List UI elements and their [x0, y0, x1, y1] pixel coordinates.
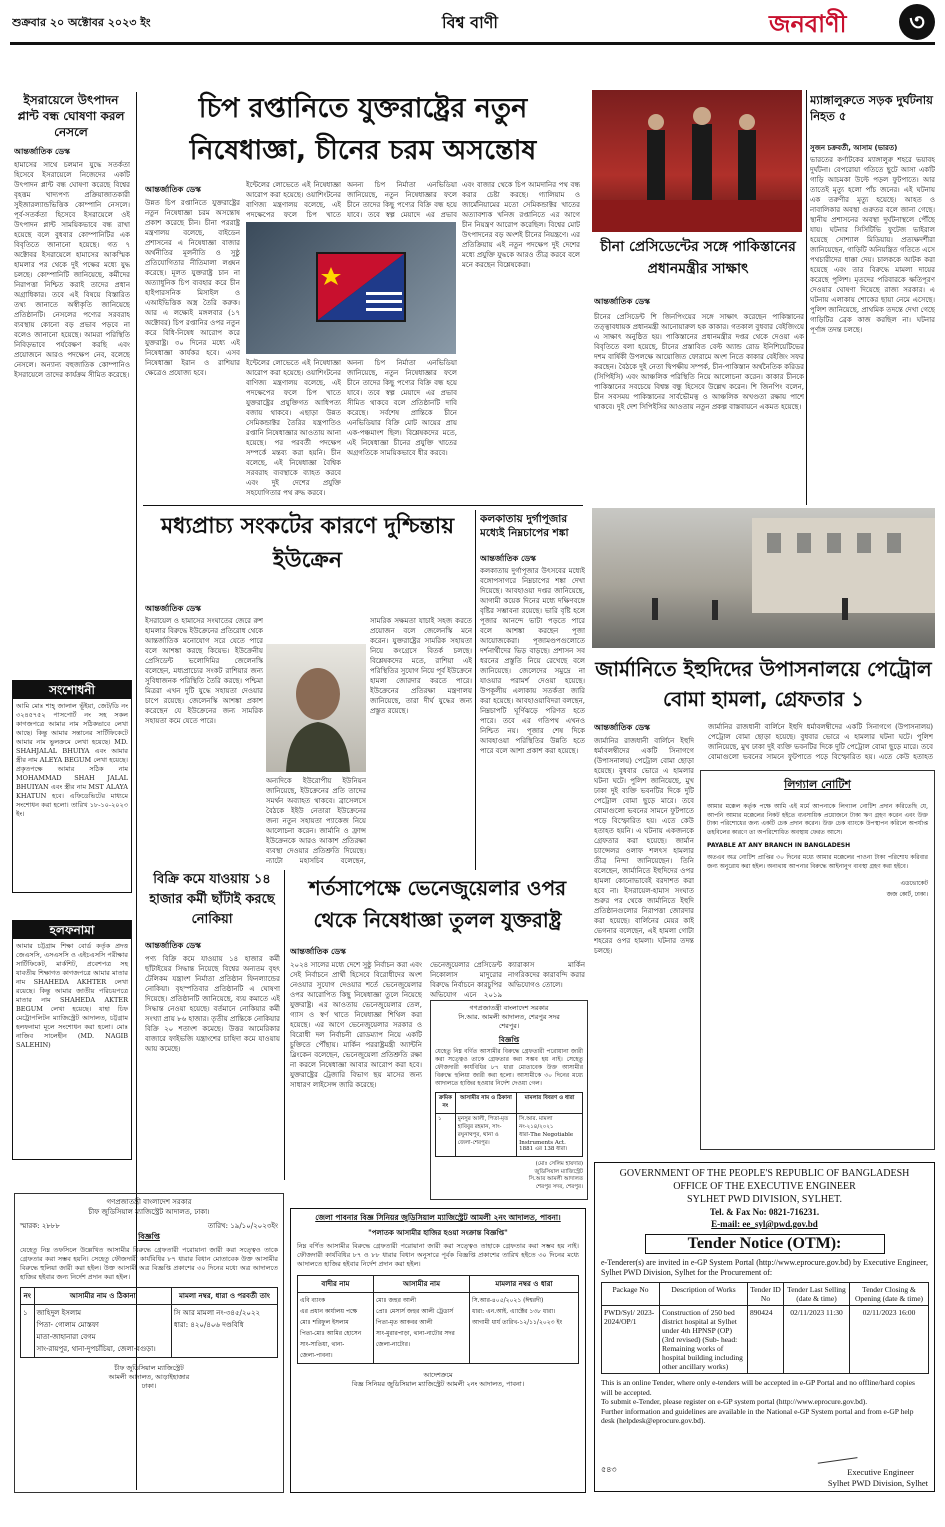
affidavit-box — [12, 920, 132, 1160]
table-cell: সি আর মামলা নং-৩৪৫/২০২২ ধারা: ৪২০/৪০৬ দণ্ডবিধি — [171, 1305, 277, 1358]
court-sherpur-sign: (মোঃ সেলিম হায়দার) জুডিসিয়াল ম্যাজিস্ট্রেট সি.আর আমলী আদালত শেরপুর সদর, শেরপুর। — [528, 1161, 583, 1190]
col-header: আসামীর নাম ও ঠিকানা — [455, 1093, 516, 1114]
tender-email: E-mail: ee_syl@pwd.gov.bd — [711, 1219, 818, 1229]
tender-foot-3: Further information and guidelines are available in the National e-GP System portal and from e-GP help desk (helpdesk@eprocure.gov.bd). — [601, 1406, 914, 1425]
mangaluru-headline: ম্যাঙ্গালুরুতে সড়ক দুর্ঘটনায় নিহত ৫ — [810, 93, 933, 123]
correction-body: আমি মোঃ শাহ্ জালাল ভূঁইয়া, জেট/ডি নং ৩২৪৫৭৫২ পাসপোর্ট নং সহ সকল কাগজপত্রে আমার নাম সঠিকভাবে লেখা আছে। কিন্তু আমার সন্তানের সার্টিফিকেটে আমার নাম ভুলক্রমে লেখা হয়েছে। MD. SHAHJALAL BHUIYA এবং আমার স্ত্রীর নাম ALEYA BEGUM লেখা হয়েছে। প্রকৃতপক্ষে আমার সঠিক নাম MOHAMMAD SHAH JALAL BHUIYAN এবং স্ত্রীর নাম MST ALAYA KHATUN হবে। এফিডেভিটের মাধ্যমে সংশোধন করা হলো। তারিখ ১৮-১০-২০২৩ ইং। — [16, 702, 128, 818]
legal-notice-note: অতএব অত্র নোটিশ প্রাপ্তির ৩০ দিনের মধ্যে আমার মক্কেলের পাওনা টাকা পরিশোধ করিবার জন্য অনুরোধ করা হইল। অন্যথায় আপনার বিরুদ্ধে আইনানুগ ব্যবস্থা গ্রহণ করা হইবে। — [707, 854, 928, 870]
table-cell: মোঃ জহুর আলী প্রোঃ মেসার্স জহুর আলী ট্রেডার্স পিতা-মৃত আকবর আলী সাং-মুরারপাড়া, থানা-নাটোর সদর জেলা-নাটোর। — [373, 1293, 469, 1364]
chip-col2-cont: ইন্টেলের লোভেতে এই নিষেধাজ্ঞা আরোপ করা হয়েছে। ওয়াশিংটনের বাণিজ্য মন্ত্রণালয় বলেছে, এই পদক্ষেপের ফলে চিপ খাতে যুক্তরাষ্ট্রের প্রযুক্তিগত আধিপত্য বজায় থাকবে। এছাড়া উন্নত সেমিকন্ডাক্টর তৈরির যন্ত্রপাতিও রপ্তানি নিষেধাজ্ঞার আওতায় আনা হয়েছে। পর পরবর্তী পদক্ষেপ সম্পর্কে মন্তব্য করা হয়নি। চীন বলেছে, এই নিষেধাজ্ঞা বৈশ্বিক সরবরাহ ব্যবস্থাকে ব্যাহত করবে এবং দুই দেশের প্রযুক্তি সহযোগিতার পথ রুদ্ধ করবে। — [246, 359, 341, 497]
col-header: বাদীর নাম — [298, 1276, 374, 1293]
tender-table — [601, 1282, 929, 1374]
col-header: মামলার বিবরণ ও ধারা — [517, 1093, 583, 1114]
chip-col2: ইন্টেলের লোভেতে এই নিষেধাজ্ঞা আরোপ করা হয়েছে। ওয়াশিংটনের বাণিজ্য মন্ত্রণালয় বলেছে, এই পদক্ষেপের ফলে চিপ খাতে — [246, 181, 341, 219]
venezuela-col1: ২০২৪ সালের মধ্যে দেশে সুষ্ঠু নির্বাচন করা এবং সেই নির্বাচনে প্রার্থী হিসেবে বিরোধীদের অংশ নেওয়ার সুযোগ দেওয়ার শর্তে ভেনেজুয়েলার ওপর আরোপিত কিছু নিষেধাজ্ঞা তুলে নিয়েছে যুক্তরাষ্ট্র। এর আওতায় ভেনেজুয়েলার তেল, গ্যাস ও স্বর্ণ খাতে নিষেধাজ্ঞা শিথিল করা হয়েছে। এর আগে ভেনেজুয়েলার সরকার ও বিরোধী দল নির্বাচনী রোডম্যাপ নিয়ে একটি চুক্তিতে পৌঁছায়। মার্কিন পররাষ্ট্রমন্ত্রী অ্যান্টনি ব্লিংকেন বলেছেন, ভেনেজুয়েলা প্রতিশ্রুতি রক্ষা না করলে নিষেধাজ্ঞা আবার আরোপ করা হবে। যুক্তরাষ্ট্রের ট্রেজারি বিভাগ ছয় মাসের জন্য সাধারণ লাইসেন্স জারি করেছে। — [290, 961, 422, 1089]
table-cell: জাহিদুল ইসলাম পিতা- গোলাম মোস্তফা মাতা-জাহানারা বেগম সাং-রায়পুর, থানা-দুপচাঁচিয়া, জেলা-বগুড়া। — [34, 1305, 171, 1358]
legal-notice-sign: এডভোকেট জজ কোর্ট, ঢাকা। — [886, 880, 928, 898]
nestle-kicker: আন্তর্জাতিক ডেস্ক — [14, 147, 70, 156]
court-pabna-header: জেলা পাবনার বিজ্ঞ সিনিয়র জুডিসিয়াল ম্যাজিস্ট্রেট আমলী ২নং আদালত, পাবনা। — [315, 1213, 561, 1222]
logo-text: জনবাণী — [769, 10, 847, 38]
germany-body: জার্মানির রাজধানী বার্লিনে ইহুদি ধর্মাবলম্বীদের একটি সিনাগগে (উপাসনালয়) পেট্রোল বোমা ছোড়া হয়েছে। বুধবার ভোরে এ হামলার ঘটনা ঘটে। পুলিশ জানিয়েছে, মুখ ঢাকা দুই ব্যক্তি ভবনটির দিকে দুটি পেট্রোল বোমা ছুড়ে মারে। তবে বোমাগুলো ভবনের সামনে ফুটপাতে পড়ে বিস্ফোরিত হয়। এতে কেউ হতাহত হয়নি। এ ঘটনায় একজনকে গ্রেফতার করা হয়েছে। জার্মান চ্যান্সেলর ওলাফ শলৎস হামলার তীব্র নিন্দা জানিয়েছেন। তিনি বলেছেন, জার্মানিতে ইহুদিদের ওপর হামলা কোনোভাবেই বরদাশত করা হবে না। ইসরায়েল-হামাস সংঘাত শুরুর পর থেকে জার্মানিতে ইহুদি প্রতিষ্ঠানগুলোর নিরাপত্তা জোরদার করা হয়েছে। বার্লিনের মেয়র কাই ভেগনার বলেছেন, এই হামলা গোটা শহরের ওপর হামলা। ঘটনার তদন্ত চলছে। — [594, 737, 694, 955]
tender-title: Tender Notice (OTM): — [645, 1234, 885, 1254]
tender-ref: ৫৪৩ — [601, 1465, 617, 1474]
legal-notice-box — [700, 770, 935, 1150]
berlin-street-photo — [592, 508, 935, 648]
page-number: ৩ — [899, 4, 935, 40]
tender-signature-mark — [816, 1448, 857, 1463]
col-header: মামলা নম্বর, ধারা ও পরবর্তী তাং — [171, 1288, 277, 1305]
col-header: Tender Closing & Opening (date & time) — [850, 1283, 929, 1306]
pakistan-body: চীনের প্রেসিডেন্ট শি জিনপিংয়ের সঙ্গে সাক্ষাৎ করেছেন পাকিস্তানের তত্ত্বাবধায়ক প্রধানমন্ত্রী আনোয়ারুল হক কাকার। গতকাল বুধবার বেইজিংয়ে এ সাক্ষাৎ অনুষ্ঠিত হয়। পাকিস্তানের প্রধানমন্ত্রীর দপ্তর থেকে দেওয়া এক বিবৃতিতে বলা হয়েছে, চীনের প্রস্তাবিত বেল্ট অ্যান্ড রোড ইনিশিয়েটিভের দশম বার্ষিকী উপলক্ষে আয়োজিত ফোরামে অংশ নিতে কাকার বেইজিং সফর করছেন। বৈঠকে দুই নেতা দ্বিপক্ষীয় সম্পর্ক, চীন-পাকিস্তান অর্থনৈতিক করিডর (সিপিইসি) এবং আঞ্চলিক পরিস্থিতি নিয়ে আলোচনা করেন। কাকার চীনকে পাকিস্তানের সবচেয়ে বিশ্বস্ত বন্ধু হিসেবে উল্লেখ করেন। শি জিনপিং বলেন, চীন সবসময় পাকিস্তানের সার্বভৌমত্ব ও আঞ্চলিক অখণ্ডতা রক্ষায় পাশে থাকবে। দুই দেশ সিপিইসির আওতায় নতুন প্রকল্প বাস্তবায়নে একমত হয়েছে। — [594, 313, 804, 411]
table-cell: সি.আর-৪০৫/২০২১ (ঈশ্বরদী) ধারা: এন.আই. এ্যাক্টের ১৩৮ ধারা। আগামী ধার্য তারিখ-১২/১১/২০২৩ ইং — [470, 1293, 579, 1364]
court-sherpur-title: বিজ্ঞপ্তি — [498, 1035, 520, 1044]
court-pabna-body: নিম্ন বর্ণিত আসামীর বিরুদ্ধে গ্রেফতারী পরোয়ানা জারী করা সত্ত্বেও তাহাকে গ্রেফতার করা সম্ভব হয় নাই। ফৌজদারী কার্যবিধির ৮৭ ও ৮৮ ধারার বিধান অনুসারে পূর্বক বিজ্ঞপ্তি প্রকাশের তারিখ হইতে ৩০ দিনের মধ্যে আদালতে হাজির হইবার নির্দেশ প্রদান করা হইল। — [297, 1242, 579, 1268]
affidavit-title: হলফনামা — [13, 921, 131, 939]
germany-headline: জার্মানিতে ইহুদিদের উপাসনালয়ে পেট্রোল বোমা হামলা, গ্রেফতার ১ — [595, 657, 932, 711]
chip-bottom-rule — [143, 505, 583, 506]
chip-headline: চিপ রপ্তানিতে যুক্তরাষ্ট্রের নতুন নিষেধাজ্ঞা, চীনের চরম অসন্তোষ — [189, 93, 537, 166]
ukraine-kicker: আন্তর্জাতিক ডেস্ক — [145, 604, 201, 613]
tender-intro: e-Tenderer(s) are invited in e-GP System Portal (http://www.eprocure.gov.bd) by Executive Engineer, Sylhet PWD Division, Sylhet for the Procurement of: — [601, 1258, 928, 1277]
tender-tel: Tel. & Fax No: 0821-716231. — [709, 1207, 820, 1217]
court-sherpur-header: গণপ্রজাতন্ত্রী বাংলাদেশ সরকার সি.আর. আমলী আদালত, শেরপুর সদর শেরপুর। — [458, 1004, 560, 1030]
nestle-body: হামাসের সাথে চলমান যুদ্ধে সতর্কতা হিসেবে ইসরায়েলে নিজেদের একটি উৎপাদন প্লান্ট বন্ধ ঘোষণা করেছে বিশ্বের বৃহত্তম খাদ্যপণ্য প্রক্রিয়াজাতকারী সুইজারল্যান্ডভিত্তিক কোম্পানি নেসলে। পূর্ব-সতর্কতা হিসেবে ইসরায়েলে ওই উৎপাদন প্লান্ট সাময়িকভাবে বন্ধ রাখা হয়েছে বলে বুধবার কোম্পানিটির এক বিবৃতিতে জানানো হয়েছে। গত ৭ অক্টোবর ইসরায়েলে হামাসের আকস্মিক হামলার পর থেকে দুই পক্ষের মধ্যে যুদ্ধ চলছে। কোম্পানিটি জানিয়েছে, কর্মীদের নিরাপত্তা নিশ্চিত করাই তাদের প্রধান অগ্রাধিকার। তবে এই বিষয়ে বিস্তারিত তথ্য জানাতে অস্বীকৃতি জানিয়েছে প্রতিষ্ঠানটি। নেসলের পণ্যের সরবরাহ ব্যবস্থায় কোনো বড় প্রভাব পড়বে না বলেও জানানো হয়েছে। আমরা পরিস্থিতি নিবিড়ভাবে পর্যবেক্ষণ করছি এবং প্রয়োজনে আরও পদক্ষেপ নেব, বলেছে নেসলে। অন্যান্য বহুজাতিক কোম্পানিও ইসরায়েলে তাদের কার্যক্রম সীমিত করেছে। — [14, 161, 130, 379]
nokia-body: পণ্য বিক্রি কমে যাওয়ায় ১৪ হাজার কর্মী ছাঁটাইয়ের সিদ্ধান্ত নিয়েছে বিশ্বের অন্যতম বৃহৎ টেলিকম যন্ত্রাংশ নির্মাতা প্রতিষ্ঠান ফিনল্যান্ডের নোকিয়া। বৃহস্পতিবার প্রতিষ্ঠানটি এ ঘোষণা দিয়েছে। প্রতিষ্ঠানটি জানিয়েছে, ব্যয় কমাতে এই সিদ্ধান্ত নেওয়া হয়েছে। বর্তমানে নোকিয়ার কর্মী সংখ্যা প্রায় ৮৬ হাজার। তৃতীয় প্রান্তিকে নোকিয়ার বিক্রি ২০ শতাংশ কমেছে। উত্তর আমেরিকার বাজারে ফাইভজি যন্ত্রাংশের চাহিদা কমে যাওয়ায় আয় কমেছে। — [145, 955, 280, 1053]
court-pabna-sign: আদেশক্রমে বিজ্ঞ সিনিয়র জুডিসিয়াল ম্যাজিস্ট্রেট আমলী ২নং আদালত, পাবনা। — [351, 1371, 525, 1388]
table-cell: মুনসুর আলী, পিতা-মৃত হাবিবুর রহমান, সাং-রঘুনাথপুর, থানা ও জেলা-শেরপুর। — [455, 1114, 516, 1157]
court-dhaka-body: যেহেতু নিম্ন তফসিলে উল্লেখিত আসামীর বিরুদ্ধে গ্রেফতারী পরোয়ানা জারী করা সত্ত্বেও তাকে গ্রেফতার করা সম্ভব হয়নি। সেহেতু ফৌজদারী কার্যবিধির ৮৭ ধারার বিধান মোতাবেক উক্ত আসামীর বিরুদ্ধে হুলিয়া জারী করা হইল। উক্ত আসামী অত্র বিজ্ঞপ্তি প্রকাশের ৩০ দিনের মধ্যে অত্র আদালতে হাজির হইবার জন্য নির্দেশ প্রদান করা হইল। — [20, 1246, 278, 1281]
court-sherpur-table — [435, 1092, 583, 1157]
pakistan-kicker: আন্তর্জাতিক ডেস্ক — [594, 297, 650, 306]
ukraine-headline: মধ্যপ্রাচ্য সংকটের কারণে দুশ্চিন্তায় ইউক্রেন — [160, 514, 455, 573]
nokia-headline: বিক্রি কমে যাওয়ায় ১৪ হাজার কর্মী ছাঁটাই করছে নোকিয়া — [149, 872, 275, 927]
col-header: আসামীর নাম ও ঠিকানা — [34, 1288, 171, 1305]
table-cell: Construction of 250 bed district hospital at Sylhet under 4th HPNSP (OP) (3rd revised) (Sub- head: Remaining works of hospital building including other ancillary works) — [660, 1306, 748, 1374]
chip-col4: এবং বাজার থেকে চিপ আমদানির পথ বন্ধ করার চেষ্টা করছে। গ্যালিয়াম ও জার্মেনিয়ামের মতো সেমিকন্ডাক্টর খাতের অত্যাবশ্যক খনিজ রপ্তানিতে এর আগে চীন নিয়ন্ত্রণ আরোপ করেছিল। বিশ্বের মোট উৎপাদনের বড় অংশই চীনের নিয়ন্ত্রণে। এর প্রতিক্রিয়ায় এই নতুন পদক্ষেপ দুই দেশের মধ্যে প্রযুক্তি যুদ্ধকে আরও তীব্র করবে বলে মনে করছেন বিশ্লেষকেরা। — [462, 181, 580, 269]
tender-sign-1: Executive Engineer — [847, 1467, 914, 1477]
kolkata-headline: কলকাতায় দুর্গাপূজার মধ্যেই নিম্নচাপের শঙ্কা — [480, 513, 569, 539]
right-col-rule — [806, 90, 807, 505]
section-title: বিশ্ব বাণী — [442, 13, 498, 32]
chip-flags-photo — [246, 222, 456, 354]
court-dhaka-header: গণপ্রজাতন্ত্রী বাংলাদেশ সরকার চীফ জুডিসিয়াল ম্যাজিস্ট্রেট আদালত, ঢাকা। — [88, 1198, 210, 1216]
correction-box — [12, 680, 132, 893]
germany-kicker: আন্তর্জাতিক ডেস্ক — [594, 723, 650, 732]
table-cell: ১ — [436, 1114, 456, 1157]
legal-notice-body: আমার মক্কেল কর্তৃক পক্ষে আমি এই মর্মে আপনাকে লিগ্যাল নোটিশ প্রদান করিতেছি যে, আপনি আমার মক্কেলের নিকট হইতে ব্যবসায়িক প্রয়োজনে টাকা ঋণ গ্রহণ করেন এবং উক্ত টাকা পরিশোধের জন্য একটি চেক প্রদান করেন। উক্ত চেক ব্যাংকে উপস্থাপন করিলে অপর্যাপ্ত তহবিলের কারণে তা অপরিশোধিত অবস্থায় ফেরত আসে। — [707, 803, 928, 836]
venezuela-col3: ক্যারাকাস মার্কিন নাগরিকদের কারাবন্দি করার অভিযোগও তোলে। — [508, 961, 585, 989]
mangaluru-byline: সুজন চক্রবর্তী, আসাম (ভারত) — [810, 144, 898, 152]
tender-gov: GOVERNMENT OF THE PEOPLE'S REPUBLIC OF BANGLADESH — [619, 1168, 910, 1179]
court-sherpur-box — [430, 1000, 588, 1200]
court-dhaka-ref: স্মারক: ২৮৮৮ — [20, 1222, 60, 1230]
chip-col1: উন্নত চিপ রপ্তানিতে যুক্তরাষ্ট্রের নতুন নিষেধাজ্ঞা চরম অসন্তোষ প্রকাশ করেছে চীন। চীনা পররাষ্ট্র মন্ত্রণালয় বলেছে, বাইডেন প্রশাসনের এ নিষেধাজ্ঞা বাজার অর্থনীতির মূলনীতি ও সুষ্ঠু প্রতিযোগিতার নীতিমালা লঙ্ঘন করেছে। মূলত যুক্তরাষ্ট্র চান না অত্যাধুনিক চিপ ব্যবহার করে চীন হাইপারসনিক মিসাইল ও এআইভিত্তিক অস্ত্র তৈরি করুক। আর এ লক্ষ্যেই মঙ্গলবার (১৭ অক্টোবর) চিপ রপ্তানির ওপর নতুন করে বিধি-নিষেধ আরোপ করে যুক্তরাষ্ট্র। ৩০ দিনের মধ্যে এই নিষেধাজ্ঞা কার্যকর হবে। এসব নিষেধাজ্ঞা ইরান ও রাশিয়ার ক্ষেত্রেও প্রযোজ্য হবে। — [145, 199, 240, 377]
nokia-side-rule — [284, 870, 285, 1180]
venezuela-col2: ভেনেজুয়েলার প্রেসিডেন্ট নিকোলাস মাদুরোর বিরুদ্ধে নির্বাচনে কারচুপির অভিযোগ এনে ২০১৯ — [430, 961, 502, 999]
table-cell: ১ — [21, 1305, 35, 1358]
col-header: আসামীর নাম — [373, 1276, 469, 1293]
table-cell: সি.আর. মামলা নং-২১৪/২০২১ ধারা-The Negotiable Instruments Act. 1881 এর 138 ধারা। — [517, 1114, 583, 1157]
ukraine-col1: ইসরায়েল ও হামাসের সংঘাতের জেরে রুশ হামলার বিরুদ্ধে ইউক্রেনের প্রতিরোধ থেকে আন্তর্জাতিক মনোযোগ সরে যেতে পারে বলে আশঙ্কা করছে কিয়েভ। ইউক্রেনীয় প্রেসিডেন্ট ভলোদিমির জেলেনস্কি বলেছেন, মধ্যপ্রাচ্যের সংকট রাশিয়ার জন্য সুবিধাজনক পরিস্থিতি তৈরি করছে। পশ্চিমা মিত্ররা এখন দুটি যুদ্ধে সহায়তা দেওয়ার চাপে রয়েছে। জেলেনস্কি আশঙ্কা প্রকাশ করেছেন যে ইউক্রেনের জন্য সামরিক সহায়তা কমে যেতে পারে। — [145, 617, 263, 725]
venezuela-headline: শর্তসাপেক্ষে ভেনেজুয়েলার ওপর থেকে নিষেধাজ্ঞা তুলল যুক্তরাষ্ট্র — [308, 876, 567, 932]
nestle-headline: ইসরায়েলে উৎপাদন প্লান্ট বন্ধ ঘোষণা করল নেসলে — [17, 93, 125, 139]
court-pabna-box — [290, 1208, 586, 1493]
tender-foot-1: This is an online Tender, where only e-tenders will be accepted in e-GP Portal and no offline/hard copies will be accepted. — [601, 1378, 915, 1397]
table-cell: PWD/Syl/ 2023-2024/OP/1 — [602, 1306, 660, 1374]
tender-notice-box — [594, 1162, 935, 1492]
court-dhaka-title: বিজ্ঞপ্তি — [138, 1232, 160, 1241]
table-cell: 02/11/2023 11:30 — [784, 1306, 850, 1374]
masthead-rule — [10, 42, 935, 45]
table-cell: 890424 — [748, 1306, 784, 1374]
flags-chip-illustration — [246, 222, 456, 354]
col-header: Tender ID No — [748, 1283, 784, 1306]
col-header: Package No — [602, 1283, 660, 1306]
chip-kicker: আন্তর্জাতিক ডেস্ক — [145, 185, 201, 194]
nokia-kicker: আন্তর্জাতিক ডেস্ক — [145, 941, 201, 950]
zelensky-photo — [266, 644, 366, 772]
correction-title: সংশোধনী — [13, 681, 131, 699]
kolkata-body: কলকাতায় দুর্গাপূজার উৎসবের মধ্যেই বঙ্গোপসাগরে নিম্নচাপের শঙ্কা দেখা দিয়েছে। আবহাওয়া দপ্তর জানিয়েছে, আগামী কয়েক দিনের মধ্যে দক্ষিণবঙ্গে বৃষ্টির সম্ভাবনা রয়েছে। ভারি বৃষ্টি হলে পূজার আনন্দে ভাটা পড়তে পারে বলে আশঙ্কা করছেন পূজা আয়োজকেরা। পূজামণ্ডপগুলোতে দর্শনার্থীদের ভিড় বাড়ছে। প্রশাসন সব ধরনের প্রস্তুতি নিয়ে রেখেছে বলে জানিয়েছে। জেলেদের সমুদ্রে না যাওয়ার পরামর্শ দেওয়া হয়েছে। উপকূলীয় এলাকায় সতর্কতা জারি করা হয়েছে। আবহাওয়াবিদরা বলছেন, নিম্নচাপটি ঘূর্ণিঝড়ে পরিণত হতে পারে। তবে এর গতিপথ এখনও নিশ্চিত নয়। পূজার শেষ দিকে আবহাওয়া পরিস্থিতির উন্নতি হতে পারে বলে আশা প্রকাশ করা হয়েছে। — [480, 567, 585, 755]
court-pabna-subhead: "পলাতক আসামীর হাজির হওয়া সংক্রান্ত বিজ্ঞপ্তি" — [368, 1228, 508, 1237]
chip-col3-cont: অনন্য চিপ নির্মাতা এনভিডিয়া জানিয়েছে, নতুন নিষেধাজ্ঞার ফলে চীনে তাদের কিছু পণ্যের বিক্রি বন্ধ হয়ে যাবে। তবে স্বল্প মেয়াদে এর প্রভাব সীমিত থাকবে বলে প্রতিষ্ঠানটি দাবি করেছে। সর্বশেষ প্রান্তিকে চীনে এনভিডিয়ার বিক্রি মোট আয়ের প্রায় এক-পঞ্চমাংশ ছিল। বিশ্লেষকদের মতে, এই নিষেধাজ্ঞা চীনের প্রযুক্তি খাতের অগ্রগতিকে সাময়িকভাবে ধীর করবে। — [347, 359, 457, 457]
tender-office: OFFICE OF THE EXECUTIVE ENGINEER — [673, 1181, 856, 1192]
col-header: মামলার নম্বর ও ধারা — [470, 1276, 579, 1293]
court-dhaka-table — [20, 1287, 278, 1358]
court-dhaka-box — [14, 1193, 284, 1493]
pakistan-headline: চীনা প্রেসিডেন্টের সঙ্গে পাকিস্তানের প্রধানমন্ত্রীর সাক্ষাৎ — [600, 239, 796, 277]
pakistan-china-photo — [592, 90, 802, 232]
affidavit-body: আমার চট্টগ্রাম শিক্ষা বোর্ড কর্তৃক প্রদত্ত জেএসসি, এসএসসি ও এইচএসসি পরীক্ষার সার্টিফিকেট, মার্কশিট, প্রবেশপত্র সহ যাবতীয় শিক্ষাগত কাগজপত্রে আমার মাতার নাম SHAHEDA AKHTER লেখা রয়েছে। কিন্তু আমার জাতীয় পরিচয়পত্রে মাতার নাম SHAHEDA AKTER BEGUM লেখা হয়েছে। যাহা চিফ মেট্রোপলিটন ম্যাজিস্ট্রেট আদালত, চট্টগ্রাম হলফনামা মূলে সংশোধন করা হলো। মোঃ নাজিব সালেহীন (MD. NAGIB SALEHIN) — [16, 942, 128, 1049]
tender-foot-2: To submit e-Tender, please register on e-GP system portal (http://www.eprocure.gov.bd). — [601, 1397, 868, 1406]
col-header: Tender Last Selling (date & time) — [784, 1283, 850, 1306]
tender-division: SYLHET PWD DIVISION, SYLHET. — [687, 1194, 842, 1205]
newspaper-logo — [765, 4, 935, 40]
kolkata-kicker: আন্তর্জাতিক ডেস্ক — [480, 554, 536, 563]
col-header: ক্রমিক নং — [436, 1093, 456, 1114]
court-dhaka-date: তারিখ: ১৯/১০/২০২৩ইং — [207, 1222, 278, 1230]
mangaluru-body: ভারতের কর্ণাটকের ম্যাঙ্গালুরু শহরে ভয়াবহ দুর্ঘটনা। বেপরোয়া গতিতে ছুটে আসা একটি গাড়ি আচমকা উল্টে পড়ল ফুটপাতে। আর তাতেই মৃত্যু হলো পাঁচ জনের। এই ঘটনায় এক তরুণীর মৃত্যু হয়েছে। আহত ও নাবালিকার অবস্থা গুরুতর বলে জানা গেছে। স্থানীয় প্রশাসনের অবস্থা দুর্ঘটনাস্থলে পৌঁছে যায়। ঘটনার সিসিটিভি ফুটেজ ভাইরাল হয়েছে সোশ্যাল মিডিয়ায়। প্রত্যক্ষদর্শীরা জানিয়েছেন, গাড়িটি অনিয়ন্ত্রিত গতিতে এসে পথচারীদের ধাক্কা দেয়। চালককে আটক করা হয়েছে এবং তার বিরুদ্ধে মামলা দায়ের করেছে পুলিশ। মৃতদের পরিবারকে ক্ষতিপূরণ দেওয়ার ঘোষণা দিয়েছে রাজ্য সরকার। এ ঘটনায় এলাকায় শোকের ছায়া নেমে এসেছে। পুলিশ জানিয়েছে, প্রাথমিক তদন্তে দেখা গেছে গাড়িটির ব্রেক কাজ করছিল না। ঘটনার পূর্ণাঙ্গ তদন্ত চলছে। — [810, 156, 935, 334]
masthead-date: শুক্রবার ২০ অক্টোবর ২০২৩ ইং — [12, 16, 151, 29]
tender-sign-2: Sylhet PWD Division, Sylhet — [827, 1478, 928, 1488]
ukraine-side-rule — [475, 510, 476, 870]
germany-body-2: জার্মানির রাজধানী বার্লিনে ইহুদি ধর্মাবলম্বীদের একটি সিনাগগে (উপাসনালয়) পেট্রোল বোমা ছোড়া হয়েছে। বুধবার ভোরে এ হামলার ঘটনা ঘটে। পুলিশ জানিয়েছে, মুখ ঢাকা দুই ব্যক্তি ভবনটির দিকে দুটি পেট্রোল বোমা ছুড়ে মারে। তবে বোমাগুলো ভবনের সামনে ফুটপাতে পড়ে বিস্ফোরিত হয়। এতে কেউ হতাহত — [708, 723, 933, 761]
table-cell: 02/11/2023 16:00 — [850, 1306, 929, 1374]
table-cell: এবি ব্যাংক এর প্রধান কার্যালয় পক্ষে মোঃ শরিফুল ইসলাম পিতা-মোঃ আমির হোসেন সাং-সাতিয়া, থানা- জেলা-পাবনা। — [298, 1293, 374, 1364]
court-dhaka-refline — [15, 1220, 283, 1232]
chip-col3: অনন্য চিপ নির্মাতা এনভিডিয়া জানিয়েছে, নতুন নিষেধাজ্ঞার ফলে চীনে তাদের কিছু পণ্যের বিক্রি বন্ধ হয়ে যাবে। তবে স্বল্প মেয়াদে এর প্রভাব — [347, 181, 457, 219]
venezuela-kicker: আন্তর্জাতিক ডেস্ক — [290, 947, 346, 956]
ukraine-col3: অন্যদিকে ইউরোপীয় ইউনিয়ন জানিয়েছে, ইউক্রেনের প্রতি তাদের সমর্থন অব্যাহত থাকবে। ব্রাসেলসে বৈঠকে ইইউ নেতারা ইউক্রেনের জন্য নতুন সহায়তা প্যাকেজ নিয়ে আলোচনা করেন। জার্মানি ও ফ্রান্স ইউক্রেনকে আরও আকাশ প্রতিরক্ষা ব্যবস্থা দেওয়ার প্রতিশ্রুতি দিয়েছে। ন্যাটো মহাসচিব বলেছেন, — [266, 777, 366, 865]
street-scene-illustration — [592, 508, 935, 648]
col-header: Description of Works — [660, 1283, 748, 1306]
person-portrait — [266, 644, 366, 772]
court-sherpur-body: যেহেতু নিম্ন বর্ণিত আসামীর বিরুদ্ধে গ্রেফতারী পরোয়ানা জারী করা সত্ত্বেও তাকে গ্রেফতার করা সম্ভব হয় নাই। সেহেতু ফৌজদারী কার্যবিধির ৮৭ ধারা মোতাবেক উক্ত আসামীর বিরুদ্ধে হুলিয়া জারী করা হলো। আসামীকে ৩০ দিনের মধ্যে আদালতে হাজির হওয়ার নির্দেশ দেওয়া গেল। — [435, 1048, 583, 1087]
col-header: নং — [21, 1288, 35, 1305]
legal-notice-title: লিগ্যাল নোটিশ — [784, 778, 851, 791]
leaders-meeting-illustration — [592, 90, 802, 232]
ukraine-col2: সামরিক সক্ষমতা যাচাই সহজ করতে প্রয়োজন বলে জেলেনস্কি মনে করেন। যুক্তরাষ্ট্রের সামরিক সহায়তা নিয়ে কংগ্রেসে বিতর্ক চলছে। বিশ্লেষকদের মতে, রাশিয়া এই পরিস্থিতির সুযোগ নিয়ে পূর্ব ইউক্রেনে হামলা জোরদার করতে পারে। ইউক্রেনের প্রতিরক্ষা মন্ত্রণালয় জানিয়েছে, তারা দীর্ঘ যুদ্ধের জন্য প্রস্তুত রয়েছে। — [370, 617, 472, 715]
court-pabna-table — [297, 1275, 579, 1364]
court-dhaka-sign: চীফ জুডিসিয়াল ম্যাজিস্ট্রেট আমলী আদালত, আড়াইহাজার ঢাকা। — [108, 1364, 190, 1390]
legal-notice-payable: PAYABLE AT ANY BRANCH IN BANGLADESH — [707, 842, 851, 849]
